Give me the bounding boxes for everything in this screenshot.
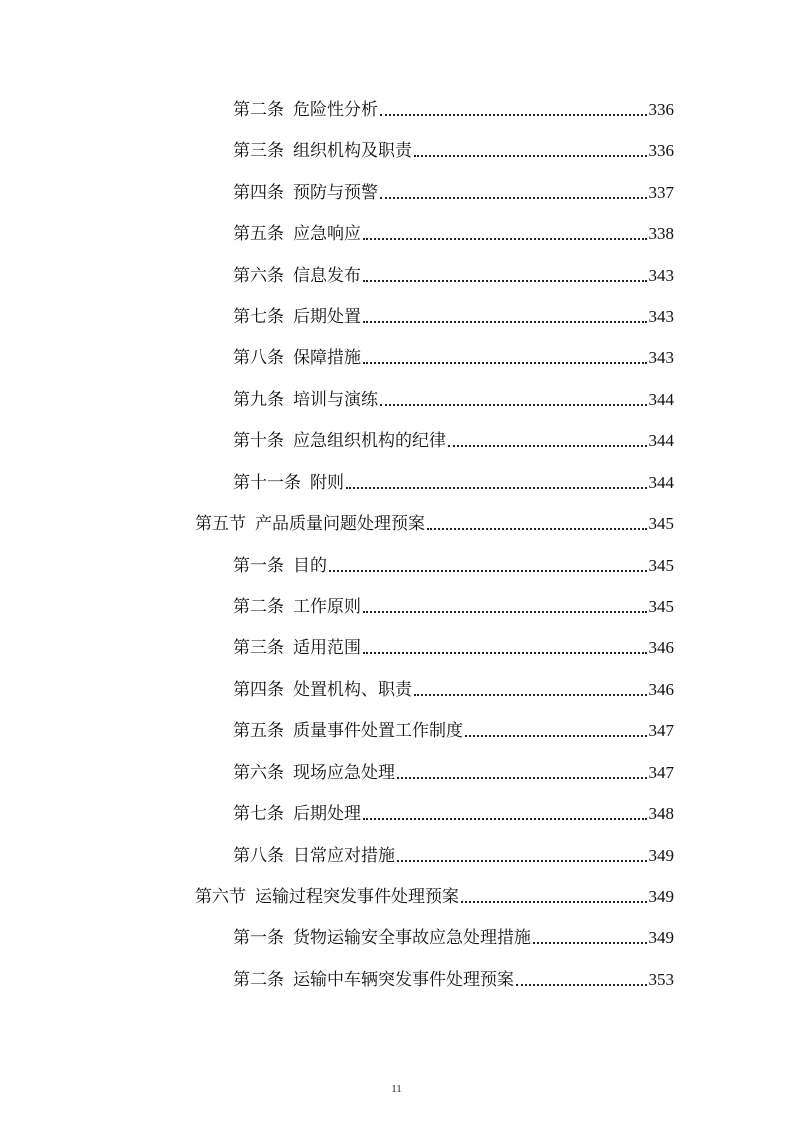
toc-entry-page: 345: [648, 556, 674, 575]
toc-entry-title: 信息发布: [293, 266, 361, 286]
toc-entry-page: 345: [648, 514, 674, 533]
toc-entry[interactable]: [233, 302, 674, 328]
toc-entry-number: 第六节: [195, 887, 246, 907]
toc-entry-title: 后期处置: [293, 307, 361, 327]
toc-entry-number: 第二条: [233, 970, 284, 990]
toc-section-entry[interactable]: [195, 509, 674, 535]
toc-entry-page: 343: [648, 307, 674, 326]
toc-entry[interactable]: [233, 136, 674, 162]
toc-entry[interactable]: [233, 716, 674, 742]
toc-entry-page: 344: [648, 390, 674, 409]
toc-entry-title: 组织机构及职责: [293, 141, 412, 161]
toc-entry-title: 附则: [310, 473, 344, 493]
toc-entry-page: 344: [648, 431, 674, 450]
toc-entry-number: 第十一条: [233, 473, 301, 493]
toc-entry-number: 第八条: [233, 348, 284, 368]
toc-entry-page: 338: [648, 224, 674, 243]
toc-entry[interactable]: [233, 95, 674, 121]
toc-section-entry[interactable]: [195, 882, 674, 908]
dot-leader: [363, 652, 647, 654]
toc-entry-title: 工作原则: [293, 597, 361, 617]
dot-leader: [414, 694, 647, 696]
dot-leader: [380, 114, 647, 116]
toc-entry-page: 347: [648, 721, 674, 740]
toc-entry[interactable]: [233, 841, 674, 867]
toc-entry-page: 336: [648, 100, 674, 119]
toc-entry-title: 预防与预警: [293, 183, 378, 203]
toc-entry-page: 349: [648, 928, 674, 947]
toc-entry[interactable]: [233, 468, 674, 494]
toc-entry[interactable]: [233, 923, 674, 949]
toc-entry-page: 343: [648, 266, 674, 285]
toc-entry-title: 货物运输安全事故应急处理措施: [293, 928, 531, 948]
dot-leader: [363, 321, 647, 323]
toc-entry-number: 第八条: [233, 846, 284, 866]
toc-entry-number: 第七条: [233, 804, 284, 824]
toc-entry-title: 危险性分析: [293, 100, 378, 120]
dot-leader: [380, 197, 647, 199]
dot-leader: [329, 570, 647, 572]
dot-leader: [363, 280, 647, 282]
toc-entry-title: 适用范围: [293, 638, 361, 658]
toc-entry-number: 第二条: [233, 597, 284, 617]
toc-entry-title: 现场应急处理: [293, 763, 395, 783]
toc-entry-number: 第四条: [233, 680, 284, 700]
dot-leader: [363, 238, 647, 240]
dot-leader: [448, 445, 647, 447]
toc-entry-number: 第五条: [233, 224, 284, 244]
dot-leader: [516, 984, 647, 986]
dot-leader: [363, 611, 647, 613]
toc-entry[interactable]: [233, 219, 674, 245]
toc-entry-page: 347: [648, 763, 674, 782]
toc-entry[interactable]: [233, 385, 674, 411]
toc-entry-number: 第三条: [233, 638, 284, 658]
toc-entry-page: 353: [648, 970, 674, 989]
toc-entry[interactable]: [233, 426, 674, 452]
toc-entry-page: 343: [648, 348, 674, 367]
toc-entry-page: 348: [648, 804, 674, 823]
toc-entry-page: 344: [648, 473, 674, 492]
toc-entry[interactable]: [233, 343, 674, 369]
toc-entry[interactable]: [233, 799, 674, 825]
toc-entry[interactable]: [233, 758, 674, 784]
toc-entry-title: 日常应对措施: [293, 846, 395, 866]
dot-leader: [465, 735, 647, 737]
toc-entry-title: 质量事件处置工作制度: [293, 721, 463, 741]
toc-entry-page: 346: [648, 638, 674, 657]
toc-entry-title: 保障措施: [293, 348, 361, 368]
toc-entry-title: 目的: [293, 556, 327, 576]
toc-entry-title: 产品质量问题处理预案: [255, 514, 425, 534]
toc-entry-number: 第一条: [233, 928, 284, 948]
toc-entry[interactable]: [233, 592, 674, 618]
toc-entry-number: 第六条: [233, 763, 284, 783]
toc-entry[interactable]: [233, 675, 674, 701]
dot-leader: [414, 155, 647, 157]
toc-entry-number: 第三条: [233, 141, 284, 161]
toc-entry-title: 运输过程突发事件处理预案: [255, 887, 459, 907]
toc-entry-number: 第十条: [233, 431, 284, 451]
toc-entry-number: 第九条: [233, 390, 284, 410]
toc-entry-title: 培训与演练: [293, 390, 378, 410]
toc-entry-page: 346: [648, 680, 674, 699]
toc-entry-number: 第五节: [195, 514, 246, 534]
toc-entry-title: 后期处理: [293, 804, 361, 824]
dot-leader: [380, 404, 647, 406]
toc-entry[interactable]: [233, 965, 674, 991]
dot-leader: [533, 942, 647, 944]
toc-entry-title: 处置机构、职责: [293, 680, 412, 700]
toc-entry-number: 第一条: [233, 556, 284, 576]
toc-entry-title: 应急响应: [293, 224, 361, 244]
toc-entry-page: 337: [648, 183, 674, 202]
toc-entry-page: 336: [648, 141, 674, 160]
dot-leader: [397, 777, 647, 779]
dot-leader: [427, 528, 647, 530]
dot-leader: [363, 818, 647, 820]
toc-entry[interactable]: [233, 551, 674, 577]
dot-leader: [346, 487, 647, 489]
dot-leader: [363, 362, 647, 364]
toc-entry-number: 第四条: [233, 183, 284, 203]
toc-entry-title: 应急组织机构的纪律: [293, 431, 446, 451]
toc-entry[interactable]: [233, 261, 674, 287]
page-number: 11: [391, 1083, 402, 1095]
toc-entry-page: 349: [648, 846, 674, 865]
dot-leader: [397, 860, 647, 862]
toc-entry-number: 第七条: [233, 307, 284, 327]
toc-entry-number: 第五条: [233, 721, 284, 741]
toc-entry[interactable]: [233, 633, 674, 659]
toc-entry-page: 349: [648, 887, 674, 906]
dot-leader: [461, 901, 647, 903]
toc-entry-page: 345: [648, 597, 674, 616]
toc-entry[interactable]: [233, 178, 674, 204]
toc-entry-number: 第二条: [233, 100, 284, 120]
toc-entry-title: 运输中车辆突发事件处理预案: [293, 970, 514, 990]
toc-entry-number: 第六条: [233, 266, 284, 286]
